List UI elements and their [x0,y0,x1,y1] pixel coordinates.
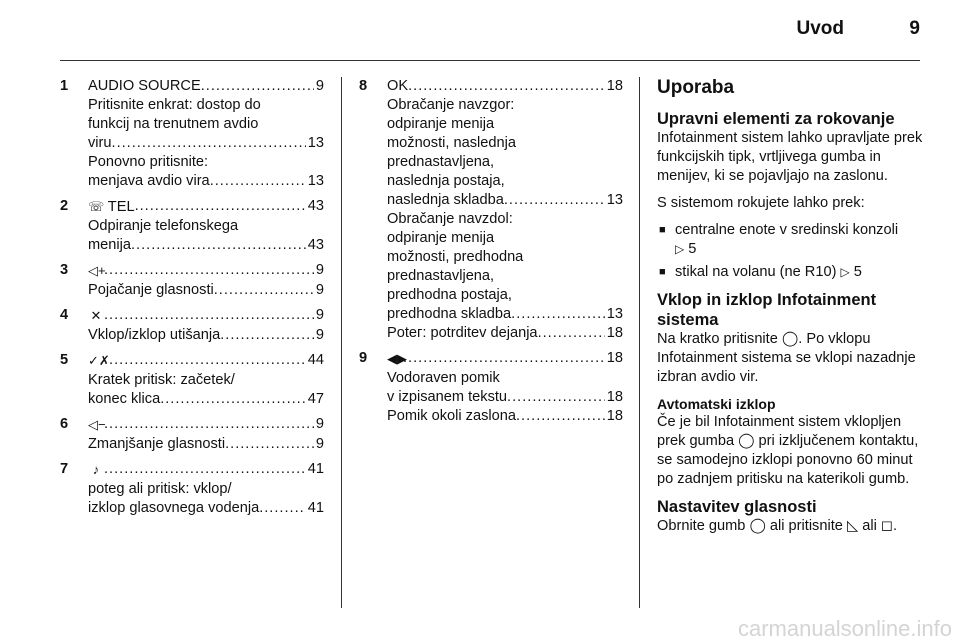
item-label: Vklop/izklop utišanja [88,327,221,343]
volume-down-icon: ◻ [880,518,894,534]
leader-dots [214,281,314,300]
item-label: menjava avdio vira [88,173,210,189]
item-label: TEL [107,199,135,215]
leader-dots [112,134,306,153]
item-text: predhodna postaja, [387,287,512,303]
leader-dots [507,388,605,407]
subsection-heading: Vklop in izklop Infotainment sistema [657,291,877,329]
leader-dots [220,326,314,345]
subsection-heading: Nastavitev glasnosti [657,498,817,516]
right-column [657,77,925,544]
page-ref: 18 [606,78,623,94]
leader-dots [201,77,314,96]
item-text: funkcij na trenutnem avdio [88,116,259,132]
list-item [60,261,324,300]
leader-dots [538,324,605,343]
item-number: 5 [60,352,69,368]
column-divider [341,77,342,608]
page-ref: 18 [606,408,623,424]
bullet-list [657,221,925,282]
page-ref: 18 [606,325,623,341]
list-item [359,77,623,343]
watermark: carmanualsonline.info [737,616,952,641]
volume-up-icon: ◁+ [88,263,106,278]
page-ref-icon: ▷ [675,242,685,256]
item-label: Pojačanje glasnosti [88,282,214,298]
arrows-icon: ◀▶ [387,351,407,366]
item-text: prednastavljena, [387,154,495,170]
paragraph: Obrnite gumb ◯ ali pritisnite ◺ ali ◻. [657,518,898,534]
item-text: Obračanje navzgor: [387,97,515,113]
page-title: Uvod [796,18,844,39]
item-text: Ponovno pritisnite: [88,154,209,170]
item-text: odpiranje menija [387,116,495,132]
page-ref: 18 [606,389,623,405]
list-item: ■ centralne enote v sredinski konzoli ▷ 5 [657,221,925,259]
item-label: Pomik okoli zaslona [387,408,516,424]
item-label: naslednja skladba [387,192,504,208]
left-column [60,77,324,524]
item-number: 2 [60,198,69,214]
page-ref: 13 [307,135,324,151]
voice-icon: ♪ [92,462,100,477]
item-number: 9 [359,350,368,366]
item-text: Kratek pritisk: začetek/ [88,372,235,388]
subsection-heading: Upravni elementi za rokovanje [657,110,895,128]
list-item [60,197,324,255]
leader-dots [210,172,306,191]
page-ref: 9 [315,78,324,94]
mute-icon: ✕ [90,308,102,323]
item-text: Odpiranje telefonskega [88,218,239,234]
page-header [0,19,960,43]
subsection-heading: Avtomatski izklop [657,396,776,412]
item-label: izklop glasovnega vodenja [88,500,260,516]
page-ref: 9 [315,282,324,298]
item-text: možnosti, naslednja [387,135,516,151]
leader-dots [135,197,306,217]
leader-dots [516,407,605,426]
leader-dots [104,306,314,326]
page-ref: 13 [307,173,324,189]
item-number: 4 [60,307,69,323]
leader-dots [225,435,314,454]
page-ref: 9 [315,307,324,323]
page-ref: 41 [307,461,324,477]
leader-dots [403,349,605,369]
item-text: Vodoraven pomik [387,370,500,386]
leader-dots [131,236,306,255]
paragraph: S sistemom rokujete lahko prek: [657,195,865,211]
item-label: AUDIO SOURCE [88,78,201,94]
list-item [60,306,324,345]
leader-dots [104,415,314,435]
item-label: konec klica [88,391,161,407]
leader-dots [511,305,605,324]
leader-dots [104,261,314,281]
volume-down-icon: ◁− [88,417,106,432]
page-ref: 41 [307,500,324,516]
paragraph: Če je bil Infotainment sistem vklopljen prek gumba ◯ pri izključenem kontaktu, se samodejno izklopi ponovno 60 minut po zadnjem pritisku na katerikoli gumb. [657,414,919,487]
volume-up-icon: ◺ [846,518,859,534]
power-knob-icon: ◯ [738,433,755,449]
leader-dots [504,191,605,210]
item-label: OK [387,78,409,94]
item-number: 3 [60,262,69,278]
item-number: 7 [60,461,69,477]
item-text: naslednja postaja, [387,173,505,189]
page-ref: 47 [307,391,324,407]
leader-dots [104,351,306,371]
power-knob-icon: ◯ [749,518,766,534]
section-heading: Uporaba [657,77,735,98]
list-item [60,351,324,409]
page-ref: 13 [606,306,623,322]
paragraph: Infotainment sistem lahko upravljate prek funkcijskih tipk, vrtljivega gumba in menijev, ki se pojavljajo na zaslonu. [657,130,923,184]
leader-dots [160,390,306,409]
item-text: prednastavljena, [387,268,495,284]
page-ref: 43 [307,237,324,253]
page-ref-icon: ▷ [840,265,850,279]
list-item [60,77,324,191]
list-item: ■ stikal na volanu (ne R10) ▷ 5 [657,263,925,282]
leader-dots [408,77,605,96]
column-divider [639,77,640,608]
item-text: Obračanje navzdol: [387,211,513,227]
page-ref: 43 [307,198,324,214]
leader-dots [104,460,306,480]
phone-icon: ☏ [88,199,105,214]
page-ref: 9 [315,262,324,278]
page-ref: 13 [606,192,623,208]
page-ref: 9 [315,416,324,432]
item-text: poteg ali pritisk: vklop/ [88,481,232,497]
list-item [60,460,324,518]
item-text: odpiranje menija [387,230,495,246]
header-rule [60,60,920,61]
call-icon: ✓✗ [88,353,110,368]
page-ref: 44 [307,352,324,368]
list-item [60,415,324,454]
middle-column [359,77,623,432]
page-ref: 18 [606,350,623,366]
item-label: menija [88,237,131,253]
item-label: Potег: potrditev dejanja [387,325,538,341]
item-text: Pritisnite enkrat: dostop do [88,97,261,113]
item-label: v izpisanem tekstu [387,389,508,405]
paragraph: Na kratko pritisnite ◯. Po vklopu Infotainment sistema se vklopi nazadnje izbran avdio vir. [657,331,916,385]
page-ref: 9 [315,327,324,343]
item-text: možnosti, predhodna [387,249,524,265]
page-number: 9 [909,18,920,39]
item-number: 1 [60,78,69,94]
leader-dots [259,499,306,518]
item-number: 6 [60,416,69,432]
item-label: Zmanjšanje glasnosti [88,436,226,452]
list-item [359,349,623,426]
item-label: predhodna skladba [387,306,512,322]
power-knob-icon: ◯ [781,331,799,347]
page-ref: 9 [315,436,324,452]
item-label: viru [88,135,112,151]
item-number: 8 [359,78,368,94]
